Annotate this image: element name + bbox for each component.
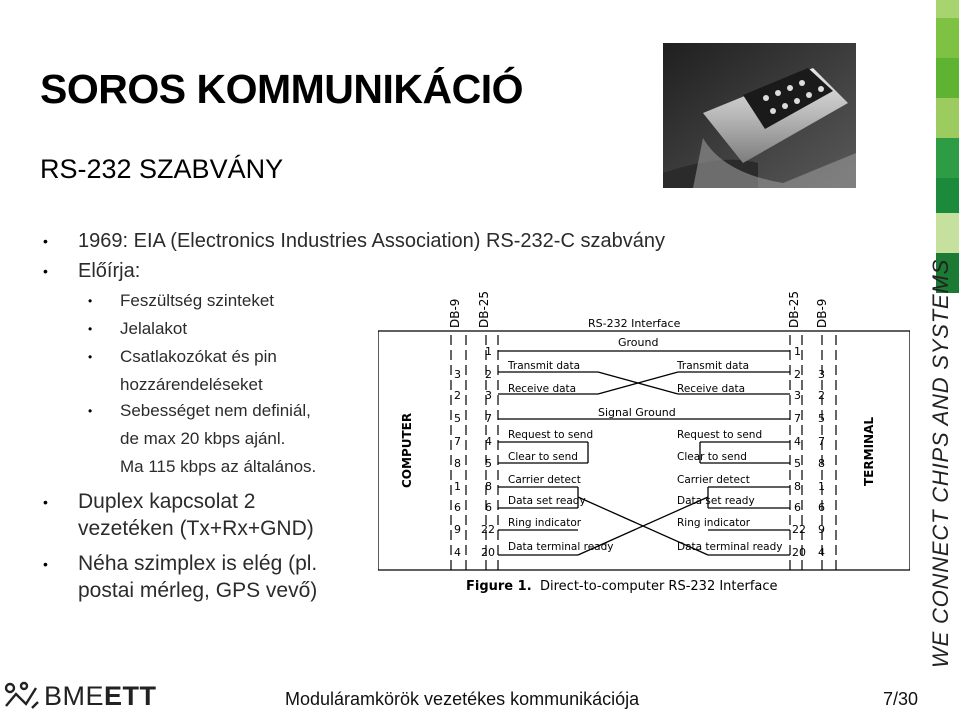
page-number: 7/30 xyxy=(883,689,919,709)
pin-number: 8 xyxy=(794,480,801,493)
bullet-text: Feszültség szinteket xyxy=(120,291,275,310)
signal-label: Data terminal ready xyxy=(508,541,614,553)
db9-header-left: DB-9 xyxy=(448,298,462,328)
footer-title: Moduláramkörök vezetékes kommunikációja xyxy=(285,689,640,709)
pin-number: 3 xyxy=(485,389,492,402)
bullet-text: Sebességet nem definiál, xyxy=(120,401,311,420)
pin-number: 2 xyxy=(454,389,461,402)
signal-label: Carrier detect xyxy=(677,474,750,486)
computer-label: COMPUTER xyxy=(400,412,414,488)
slide-subtitle: RS-232 SZABVÁNY xyxy=(40,154,284,184)
pin-number: 7 xyxy=(454,435,461,448)
db25-header-left: DB-25 xyxy=(477,290,491,328)
tagline: WE CONNECT CHIPS AND SYSTEMS xyxy=(928,258,953,668)
pin-number: 3 xyxy=(818,368,825,381)
bullet-text: postai mérleg, GPS vevő) xyxy=(78,579,318,602)
bullet-dot: • xyxy=(43,233,48,249)
signal-label: Request to send xyxy=(677,429,763,441)
signal-label: Transmit data xyxy=(508,360,580,372)
signal-label: Ring indicator xyxy=(508,517,582,529)
pin-number: 3 xyxy=(794,389,801,402)
pin-number: 5 xyxy=(794,457,801,470)
pin-number: 8 xyxy=(485,480,492,493)
signal-label: Carrier detect xyxy=(508,474,581,486)
bullet-text: Néha szimplex is elég (pl. xyxy=(78,552,318,575)
signal-label: Receive data xyxy=(677,383,746,395)
pin-number: 3 xyxy=(454,368,461,381)
ground-label: Ground xyxy=(618,336,659,349)
pin-number: 6 xyxy=(818,501,825,514)
signal-label: Receive data xyxy=(508,383,577,395)
bullet-text: Jelalakot xyxy=(120,319,188,338)
pin-number: 9 xyxy=(818,523,825,536)
signal-label: Transmit data xyxy=(677,360,749,372)
pin-number: 1 xyxy=(454,480,461,493)
signal-label: Data set ready xyxy=(508,495,586,507)
terminal-label: TERMINAL xyxy=(862,416,876,486)
logo-part-ett: ETT xyxy=(104,681,157,711)
figure-caption-bold: Figure 1. xyxy=(466,579,532,594)
bullet-text: de max 20 kbps ajánl. xyxy=(120,429,286,448)
pin-number: 7 xyxy=(818,435,825,448)
db9-header-right: DB-9 xyxy=(815,298,829,328)
pin-number: 5 xyxy=(818,412,825,425)
diagram-labels xyxy=(378,290,910,610)
pin-number: 4 xyxy=(485,435,492,448)
pin-number: 6 xyxy=(485,501,492,514)
bullet-dot: • xyxy=(88,294,93,308)
pin-number: 22 xyxy=(792,523,806,536)
signal-label: Ring indicator xyxy=(677,517,751,529)
signal-label: Clear to send xyxy=(508,451,578,463)
pin-number: 20 xyxy=(481,546,495,559)
signal-ground-label: Signal Ground xyxy=(598,406,676,419)
bullet-text: 1969: EIA (Electronics Industries Association) RS-232-C szabvány xyxy=(78,230,665,252)
bullet-dot: • xyxy=(88,322,93,336)
signal-label: Request to send xyxy=(508,429,594,441)
bullet-text: Csatlakozókat és pin xyxy=(120,347,277,366)
bullet-dot: • xyxy=(88,404,93,418)
db25-header-right: DB-25 xyxy=(787,290,801,328)
bullet-text: hozzárendeléseket xyxy=(120,375,263,394)
pin-number: 5 xyxy=(485,457,492,470)
figure-caption: Direct-to-computer RS-232 Interface xyxy=(540,579,778,594)
pin-number: 2 xyxy=(485,368,492,381)
pin-number: 2 xyxy=(818,389,825,402)
pin-number: 1 xyxy=(485,345,492,358)
pin-number: 6 xyxy=(794,501,801,514)
pin-number: 1 xyxy=(794,345,801,358)
pin-number: 1 xyxy=(818,480,825,493)
pin-number: 4 xyxy=(794,435,801,448)
bullet-text: vezetéken (Tx+Rx+GND) xyxy=(78,517,314,540)
pin-number: 4 xyxy=(818,546,825,559)
bullet-dot: • xyxy=(88,350,93,364)
pin-number: 4 xyxy=(454,546,461,559)
pin-number: 7 xyxy=(485,412,492,425)
bullet-dot: • xyxy=(43,263,48,279)
bullet-dot: • xyxy=(43,556,48,572)
pin-number: 20 xyxy=(792,546,806,559)
bullet-dot: • xyxy=(43,494,48,510)
pin-number: 8 xyxy=(818,457,825,470)
db9-connector-photo xyxy=(663,43,856,188)
bullet-text: Duplex kapcsolat 2 xyxy=(78,490,256,513)
signal-label: Data terminal ready xyxy=(677,541,783,553)
pin-number: 22 xyxy=(481,523,495,536)
bullet-text: Ma 115 kbps az általános. xyxy=(120,457,317,476)
pin-number: 5 xyxy=(454,412,461,425)
signal-label: Clear to send xyxy=(677,451,747,463)
pin-number: 6 xyxy=(454,501,461,514)
bmeett-logo-text xyxy=(44,681,157,712)
pin-number: 2 xyxy=(794,368,801,381)
slide-title: SOROS KOMMUNIKÁCIÓ xyxy=(40,66,523,112)
signal-label: Data set ready xyxy=(677,495,755,507)
logo-part-bme: BME xyxy=(44,681,105,711)
pin-number: 9 xyxy=(454,523,461,536)
pin-number: 7 xyxy=(794,412,801,425)
bullet-text: Előírja: xyxy=(78,260,141,282)
rs232-header: RS-232 Interface xyxy=(588,317,681,330)
pin-number: 8 xyxy=(454,457,461,470)
